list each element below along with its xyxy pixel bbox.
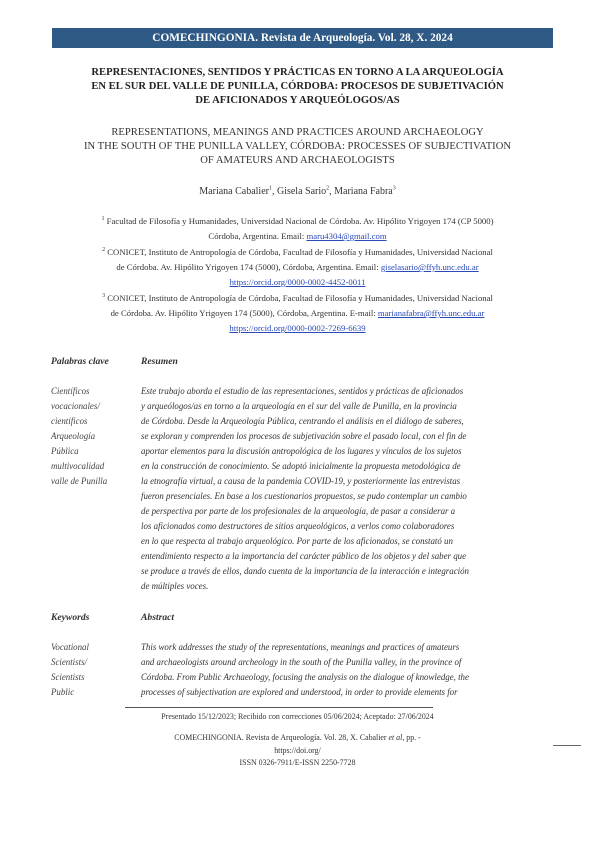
title-en-line-2: IN THE SOUTH OF THE PUNILLA VALLEY, CÓRDOBA: PROCESSES OF SUBJECTIVATION bbox=[83, 141, 512, 152]
affiliation-text: CONICET, Instituto de Antropología de Córdoba, Facultad de Filosofía y Humanidades, Universidad Nacional bbox=[105, 293, 493, 303]
abstract-line: en la construcción de conocimiento. Se adoptó inicialmente la propuesta metodológica de bbox=[141, 461, 461, 471]
keyword: Vocational bbox=[51, 642, 89, 652]
abstract-line: and archaeologists around archeology in the south of the Punilla valley, in the province of bbox=[141, 657, 462, 667]
affiliation-text: de Córdoba. Av. Hipólito Yrigoyen 174 (5000), Córdoba, Argentina. Email: bbox=[116, 262, 381, 272]
keywords-heading-es: Palabras clave bbox=[51, 356, 109, 367]
affiliation-text: CONICET, Instituto de Antropología de Córdoba, Facultad de Filosofía y Humanidades, Universidad Nacional bbox=[105, 247, 493, 257]
keyword: Científicos bbox=[51, 386, 90, 396]
title-es-line-1: REPRESENTACIONES, SENTIDOS Y PRÁCTICAS EN TORNO A LA ARQUEOLOGÍA bbox=[91, 67, 504, 78]
abstract-line: aportar elementos para la discusión antropológica de los lugares y vínculos de los sujetos bbox=[141, 446, 462, 456]
doi-link[interactable]: https://doi.org/ bbox=[274, 746, 321, 755]
footer-divider bbox=[125, 707, 433, 708]
affiliation-sup: 3 bbox=[102, 293, 106, 300]
affiliation-1 bbox=[55, 214, 540, 244]
abstract-line: fueron presenciales. En base a los cuestionarios propuestos, se pudo contemplar un cambio bbox=[141, 491, 467, 501]
abstract-en bbox=[141, 640, 555, 700]
affiliation-sup: 1 bbox=[101, 216, 105, 223]
abstract-line: This work addresses the study of the representations, meanings and practices of amateurs bbox=[141, 642, 460, 652]
journal-banner: COMECHINGONIA. Revista de Arqueología. Vol. 28, X. 2024 bbox=[52, 28, 553, 48]
abstract-heading-es: Resumen bbox=[141, 356, 178, 367]
author-name: Gisela Sario bbox=[276, 186, 327, 197]
keyword: multivocalidad bbox=[51, 461, 105, 471]
title-spanish bbox=[40, 66, 555, 108]
title-english bbox=[40, 126, 555, 168]
affiliation-2 bbox=[55, 245, 540, 290]
abstract-line: de múltiples voces. bbox=[141, 581, 209, 591]
title-es-line-2: EN EL SUR DEL VALLE DE PUNILLA, CÓRDOBA: PROCESOS DE SUBJETIVACIÓN bbox=[91, 81, 504, 92]
orcid-link[interactable]: https://orcid.org/0000-0002-4452-0011 bbox=[229, 277, 366, 287]
author-separator: , bbox=[271, 186, 277, 197]
email-link[interactable]: maru4304@gmail.com bbox=[306, 231, 387, 241]
author-list bbox=[40, 186, 555, 197]
abstract-line: la etnografía virtual, a causa de la pandemia COVID-19, y posteriormente las entrevistas bbox=[141, 476, 461, 486]
title-es-line-3: DE AFICIONADOS Y ARQUEÓLOGOS/AS bbox=[195, 95, 400, 106]
abstract-line: los aficionados como destructores de sitios arqueológicos, a verlos como colaboradores bbox=[141, 521, 455, 531]
abstract-line: de perspectiva por parte de los profesionales de la arqueología, de pasar a considerar a bbox=[141, 506, 456, 516]
issn-line: ISSN 0326-7911/E-ISSN 2250-7728 bbox=[239, 758, 356, 767]
abstract-line: Este trabajo aborda el estudio de las representaciones, sentidos y prácticas de aficionados bbox=[141, 386, 464, 396]
keyword: Scientists bbox=[51, 672, 85, 682]
keyword: Pública bbox=[51, 446, 79, 456]
keyword: Public bbox=[51, 687, 75, 697]
abstract-line: de Córdoba. Desde la Arqueología Pública, centrando el análisis en el diálogo de saberes, bbox=[141, 416, 464, 426]
author-separator: , bbox=[329, 186, 335, 197]
abstract-es bbox=[141, 384, 555, 594]
keywords-en bbox=[51, 640, 133, 700]
keywords-es bbox=[51, 384, 133, 489]
citation-text: , pp. - bbox=[402, 733, 421, 742]
author-sup: 2 bbox=[326, 185, 330, 192]
affiliation-text: Córdoba, Argentina. Email: bbox=[208, 231, 307, 241]
keyword: valle de Punilla bbox=[51, 476, 108, 486]
keyword: vocacionales/ bbox=[51, 401, 100, 411]
abstract-line: se exploran y comprenden los procesos de subjetivación sobre el pasado local, con el fin de bbox=[141, 431, 467, 441]
keyword: Scientists/ bbox=[51, 657, 87, 667]
email-link[interactable]: marianafabra@ffyh.unc.edu.ar bbox=[377, 308, 485, 318]
author-sup: 3 bbox=[392, 185, 396, 192]
affiliation-3 bbox=[55, 291, 540, 336]
author-name: Mariana Cabalier bbox=[199, 186, 269, 197]
keywords-heading-en: Keywords bbox=[51, 612, 90, 623]
submission-dates: Presentado 15/12/2023; Recibido con correcciones 05/06/2024; Aceptado: 27/06/2024 bbox=[161, 712, 434, 721]
author-name: Mariana Fabra bbox=[334, 186, 393, 197]
keyword: Arqueología bbox=[51, 431, 96, 441]
abstract-line: en lo que respecta al trabajo arqueológico. Por parte de los aficionados, se constató un bbox=[141, 536, 453, 546]
citation-line bbox=[130, 732, 465, 744]
abstract-line: y arqueólogos/as en torno a la arqueología en el sur del valle de Punilla, en la provincia bbox=[141, 401, 457, 411]
title-en-line-1: REPRESENTATIONS, MEANINGS AND PRACTICES AROUND ARCHAEOLOGY bbox=[111, 127, 484, 138]
citation-etal: et al bbox=[388, 733, 403, 742]
abstract-line: Córdoba. From Public Archaeology, focusing the analysis on the dialogue of knowledge, the bbox=[141, 672, 469, 682]
author-sup: 1 bbox=[268, 185, 272, 192]
citation-text: COMECHINGONIA. Revista de Arqueología. Vol. 28, X. Cabalier bbox=[174, 733, 389, 742]
abstract-line: se produce a través de ellos, dando cuenta de la importancia de la interacción e integración bbox=[141, 566, 469, 576]
abstract-line: entendimiento respecto a la importancia del carácter público de los objetos y del saber que bbox=[141, 551, 467, 561]
orcid-link[interactable]: https://orcid.org/0000-0002-7269-6639 bbox=[229, 323, 366, 333]
email-link[interactable]: giselasario@ffyh.unc.edu.ar bbox=[380, 262, 479, 272]
abstract-line: processes of subjectivation are explored and understood, in order to provide elements for bbox=[141, 687, 458, 697]
abstract-heading-en: Abstract bbox=[141, 612, 175, 623]
affiliation-text: Facultad de Filosofía y Humanidades, Universidad Nacional de Córdoba. Av. Hipólito Yrigoyen 174 (CP 5000) bbox=[104, 216, 494, 226]
title-en-line-3: OF AMATEURS AND ARCHAEOLOGISTS bbox=[200, 155, 395, 166]
keyword: científicos bbox=[51, 416, 88, 426]
affiliation-text: de Córdoba. Av. Hipólito Yrigoyen 174 (5000), Córdoba, Argentina. E-mail: bbox=[110, 308, 378, 318]
affiliation-sup: 2 bbox=[102, 247, 106, 254]
corner-mark bbox=[553, 745, 581, 746]
